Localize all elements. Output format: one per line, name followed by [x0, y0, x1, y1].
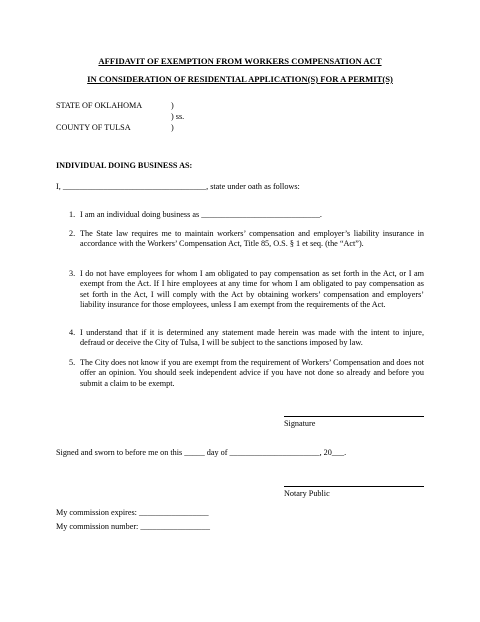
document-title: AFFIDAVIT OF EXEMPTION FROM WORKERS COMPENSATION ACT [98, 56, 382, 66]
item-number: 5. [69, 358, 76, 367]
signature-line [284, 416, 424, 417]
notary-label: Notary Public [284, 489, 330, 498]
state-label: STATE OF OKLAHOMA [56, 101, 143, 110]
item-number: 4. [69, 328, 76, 337]
venue-ss: ) ss. [171, 112, 185, 121]
item-text: I am an individual doing business as _____________________________. [80, 210, 322, 219]
venue-paren-2: ) [171, 123, 174, 132]
item-number: 2. [69, 229, 76, 238]
item-text: I do not have employees for whom I am obligated to pay compensation as set forth in the Act, or I am exempt from the Act. If I hire employees at any time for whom I am obligated to pay compensation as set forth in the Act, I will comply with the Act by obtaining workers’ compensation and employers’ liability insurance for those employees, unless I am exempt from the requirements of the Act. [80, 269, 424, 309]
sworn-statement: Signed and sworn to before me on this _____ day of ______________________, 20___. [56, 448, 347, 457]
item-number: 3. [69, 269, 76, 278]
commission-number: My commission number: _________________ [56, 522, 210, 531]
county-label: COUNTY OF TULSA [56, 123, 131, 132]
item-number: 1. [69, 210, 76, 219]
document-subtitle: IN CONSIDERATION OF RESIDENTIAL APPLICATION(S) FOR A PERMIT(S) [87, 74, 393, 84]
signature-label: Signature [284, 419, 316, 428]
item-text: The State law requires me to maintain workers’ compensation and employer’s liability insurance in accordance with the Workers’ Compensation Act, Title 85, O.S. § 1 et seq. (the “Act”). [80, 229, 424, 249]
item-text: The City does not know if you are exempt from the requirement of Workers’ Compensation and does not offer an opinion. You should seek independent advice if you have not done so already and before you submit a claim to be exempt. [80, 358, 424, 388]
item-text: I understand that if it is determined any statement made herein was made with the intent to injure, defraud or deceive the City of Tulsa, I will be subject to the sanctions imposed by law. [80, 328, 424, 348]
section-heading: INDIVIDUAL DOING BUSINESS AS: [56, 161, 193, 170]
commission-expires: My commission expires: _________________ [56, 508, 209, 517]
notary-signature-line [284, 486, 424, 487]
oath-line: I, ___________________________________, state under oath as follows: [56, 182, 300, 191]
venue-paren-1: ) [171, 101, 174, 110]
